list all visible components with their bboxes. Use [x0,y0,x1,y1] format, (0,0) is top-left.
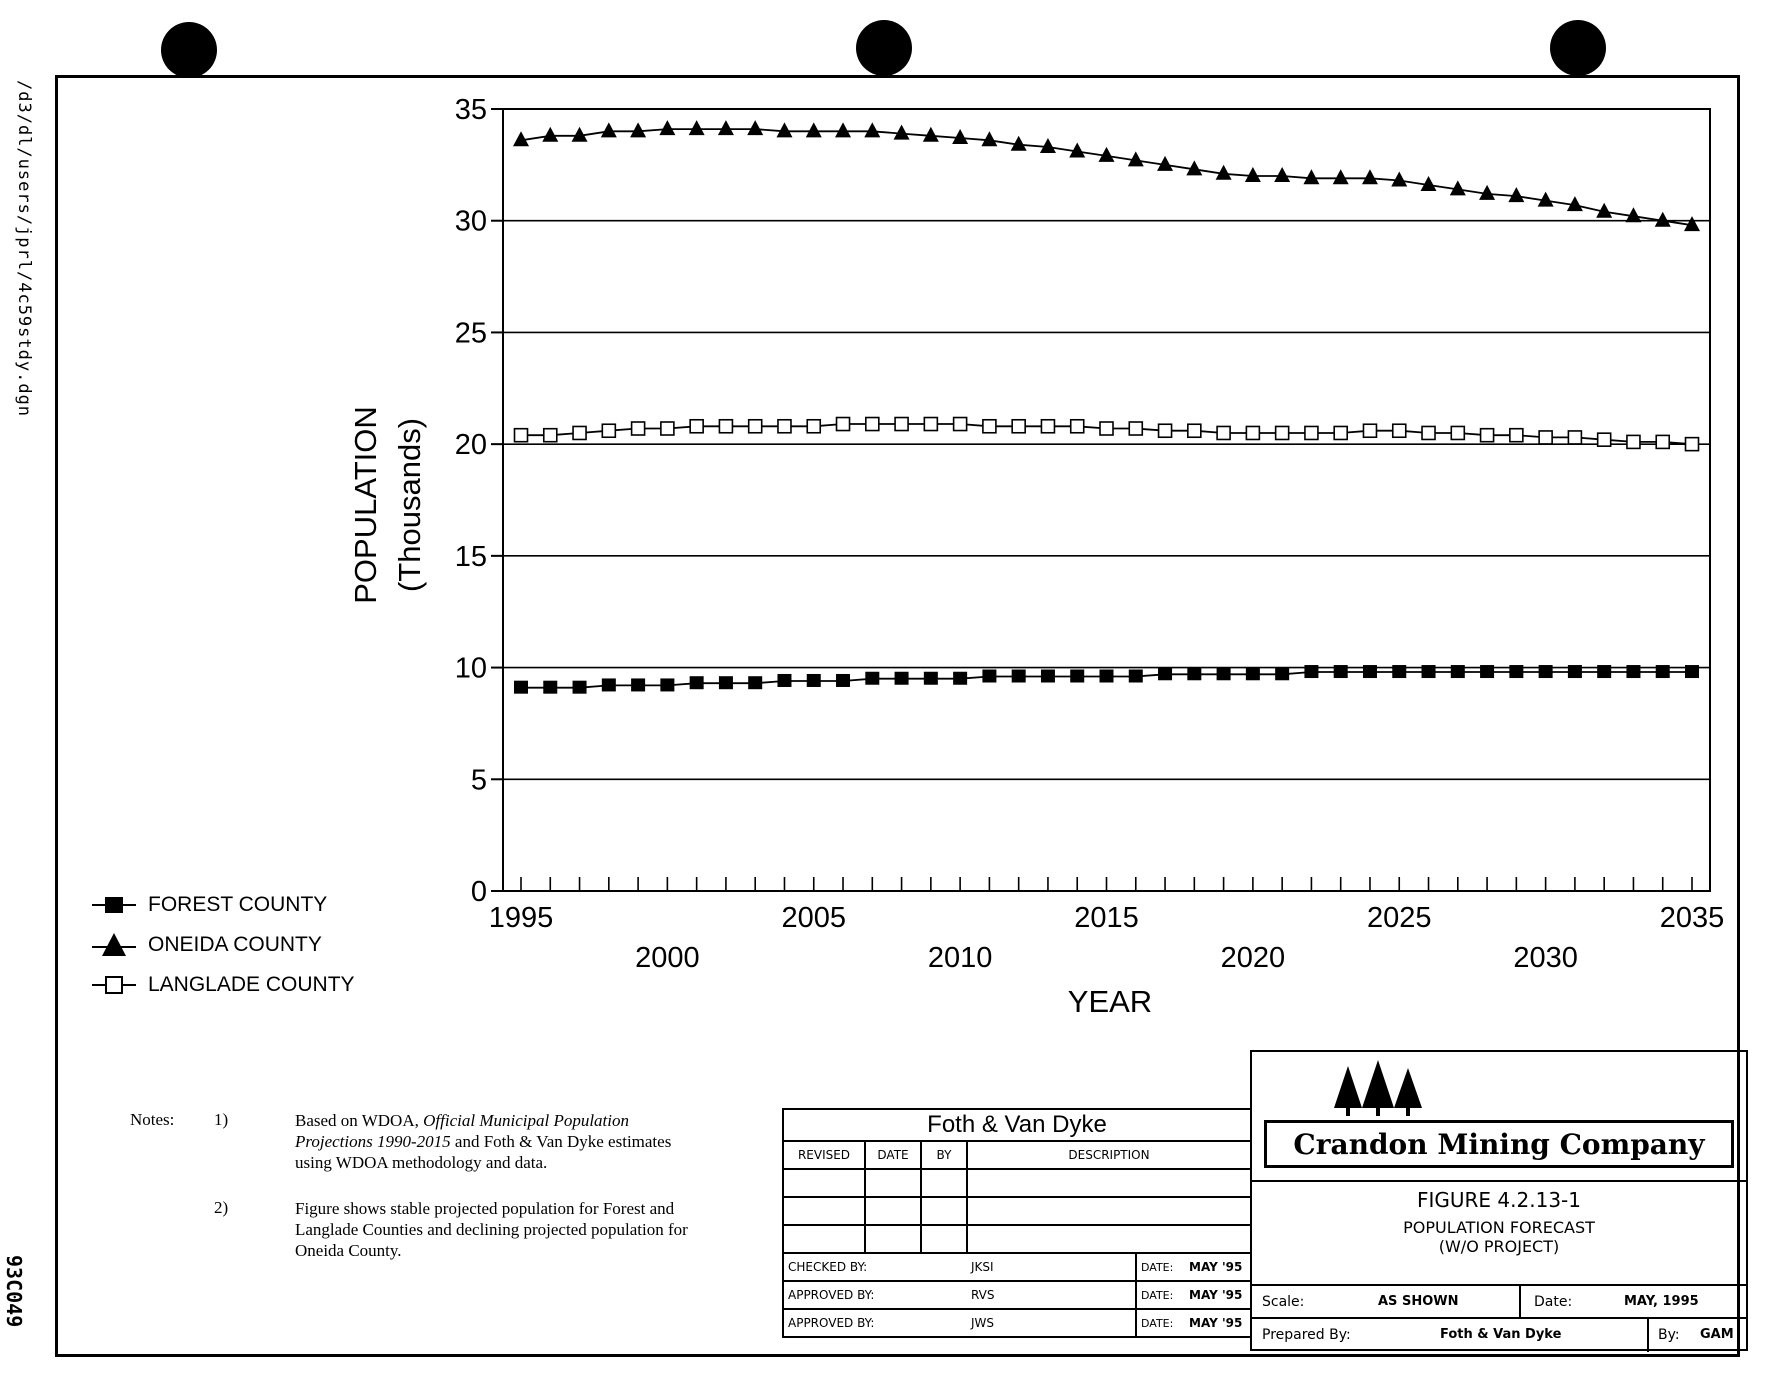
data-point [982,670,996,683]
signoff-initials: JWS [967,1309,1136,1337]
title-block [1250,1050,1748,1351]
notes-label: Notes: [130,1110,175,1129]
x-tick-label: 1995 [488,902,554,934]
rev-cell [783,1197,865,1225]
data-point [923,127,939,142]
legend-label: ONEIDA COUNTY [148,933,322,956]
data-point [1363,665,1377,678]
data-point [1305,426,1318,439]
data-point [1598,433,1611,446]
note-number: 2) [214,1198,229,1217]
data-point [1129,670,1143,683]
data-point [1041,670,1055,683]
data-point [573,426,586,439]
data-point [1626,665,1640,678]
legend-item-langlade [88,965,355,1005]
tree-logo-icon [1328,1058,1428,1118]
rev-cell [967,1197,1251,1225]
data-point [544,429,557,442]
data-point [689,120,705,135]
filled-square-marker-icon [88,890,140,920]
data-point [836,674,850,687]
data-point [1012,670,1026,683]
data-point [1568,665,1582,678]
data-point [1480,665,1494,678]
data-point [807,420,820,433]
data-point [953,672,967,685]
date-label: Date: [1534,1294,1573,1310]
data-point [1451,665,1465,678]
y-tick-label: 0 [470,876,487,908]
x-tick-label: 2035 [1659,902,1725,934]
data-point [1334,665,1348,678]
data-point [983,420,996,433]
data-point [1187,667,1201,680]
y-axis-sublabel: (Thousands) [392,417,427,593]
data-point [924,672,938,685]
data-point [515,429,528,442]
data-point [866,418,879,431]
signoff-role: APPROVED BY: [783,1281,967,1309]
data-point [748,676,762,689]
rev-header-revised: REVISED [783,1141,865,1169]
note-text [295,1110,695,1173]
y-tick-label: 5 [470,764,487,797]
data-point [1275,667,1289,680]
data-point [542,127,558,142]
signoff-role: APPROVED BY: [783,1309,967,1337]
data-point [1362,169,1378,184]
prepared-row [1252,1317,1746,1352]
prepared-value: Foth & Van Dyke [1440,1327,1562,1342]
data-point [1422,665,1436,678]
x-tick-label: 2030 [1513,942,1578,974]
y-tick-label: 15 [454,540,487,573]
x-tick-label: 2005 [781,902,847,934]
data-point [1246,667,1260,680]
data-point [1334,426,1347,439]
data-point [1217,426,1230,439]
rev-cell [865,1169,921,1197]
x-axis-label: YEAR [1067,984,1153,1019]
signoff-date: MAY '95 [1185,1253,1251,1281]
note-text [295,1198,695,1261]
x-tick-label: 2025 [1366,902,1432,934]
data-point [895,418,908,431]
data-point [1100,670,1114,683]
figure-title-line2: (W/O PROJECT) [1438,1237,1560,1256]
note-text-italic: Official Municipal Population Projections 1990-2015 [295,1111,629,1151]
note-text-part: Based on WDOA, [295,1111,424,1130]
data-point [776,122,792,137]
data-point [807,674,821,687]
legend [88,885,355,1005]
revision-block [782,1108,1252,1338]
legend-item-forest [88,885,355,925]
note-text-part: and Foth & Van Dyke estimates using WDOA methodology and data. [295,1132,672,1172]
data-point [690,676,704,689]
data-point [1276,426,1289,439]
data-point [1568,431,1581,444]
signoff-date: MAY '95 [1185,1309,1251,1337]
data-point [924,418,937,431]
data-point [1188,424,1201,437]
series-forest-county [514,665,1699,694]
data-point [981,131,997,146]
data-point [1070,670,1084,683]
data-point [1686,438,1699,451]
rev-header-date: DATE [865,1141,921,1169]
data-point [630,122,646,137]
data-point [895,672,909,685]
data-point [1392,665,1406,678]
data-point [1217,667,1231,680]
figure-number: FIGURE 4.2.13-1 [1417,1188,1581,1212]
data-point [1012,420,1025,433]
data-point [1393,424,1406,437]
data-point [894,125,910,140]
series-oneida-county [513,120,1700,231]
rev-cell [967,1225,1251,1253]
signoff-initials: RVS [967,1281,1136,1309]
data-point [1451,426,1464,439]
data-point [749,420,762,433]
file-path: /d3/dl/users/jprl/4c59stdy.dgn [14,80,34,418]
grid-lines [503,221,1710,780]
figure-title-line1: POPULATION FORECAST [1403,1218,1595,1237]
y-tick-label: 35 [454,94,487,126]
scale-value: AS SHOWN [1378,1294,1459,1309]
prepared-label: Prepared By: [1262,1327,1351,1343]
note-text-part: Figure shows stable projected population for Forest and Langlade Counties and declining projected population for Oneida County. [295,1199,688,1260]
note-number: 1) [214,1110,229,1129]
scale-date-row [1252,1284,1746,1319]
data-point [602,678,616,691]
data-point [1274,167,1290,182]
data-point [1159,424,1172,437]
scale-label: Scale: [1262,1294,1305,1310]
signoff-initials: JKSI [967,1253,1136,1281]
data-point [543,681,557,694]
data-point [660,678,674,691]
series-langlade-county [515,418,1699,451]
by-value: GAM [1700,1327,1734,1342]
data-point [514,681,528,694]
signoff-date-label: DATE: [1136,1281,1185,1309]
data-point [778,420,791,433]
document-number: 93C049 [2,1255,26,1328]
data-point [602,424,615,437]
data-point [659,120,675,135]
company-name: Crandon Mining Company [1264,1120,1734,1168]
data-point [573,681,587,694]
data-point [1245,167,1261,182]
series-line [521,129,1692,225]
y-axis-label: POPULATION [348,406,383,604]
data-point [1040,138,1056,153]
rev-cell [783,1169,865,1197]
x-tick-label: 2010 [927,942,993,974]
x-tick-label: 2000 [635,942,700,974]
rev-cell [921,1169,967,1197]
data-point [1539,665,1553,678]
divider [1252,1180,1746,1182]
date-value: MAY, 1995 [1624,1294,1699,1309]
data-point [1510,429,1523,442]
tick-layer [455,94,1725,974]
data-point [777,674,791,687]
rev-header-description: DESCRIPTION [967,1141,1251,1169]
figure-info [1252,1188,1746,1256]
signoff-role: CHECKED BY: [783,1253,967,1281]
signoff-date-label: DATE: [1136,1253,1185,1281]
signoff-date-label: DATE: [1136,1309,1185,1337]
data-point [719,676,733,689]
rev-cell [865,1197,921,1225]
data-point [865,672,879,685]
data-point [1303,169,1319,184]
divider [1647,1319,1649,1352]
signoff-date: MAY '95 [1185,1281,1251,1309]
rev-cell [783,1225,865,1253]
data-point [1333,169,1349,184]
open-square-marker-icon [88,970,140,1000]
data-point [1129,422,1142,435]
rev-cell [921,1225,967,1253]
data-point [1071,420,1084,433]
data-point [718,120,734,135]
data-point [631,678,645,691]
data-point [1508,187,1524,202]
filled-triangle-marker-icon [88,930,140,960]
data-point [835,122,851,137]
data-point [952,129,968,144]
series-layer [513,120,1700,694]
data-point [1597,665,1611,678]
y-tick-label: 30 [454,205,487,238]
firm-name: Foth & Van Dyke [783,1109,1251,1141]
data-point [690,420,703,433]
y-tick-label: 25 [454,317,487,350]
data-point [719,420,732,433]
rev-cell [967,1169,1251,1197]
data-point [837,418,850,431]
data-point [1041,420,1054,433]
data-point [954,418,967,431]
rev-header-by: BY [921,1141,967,1169]
divider [1519,1286,1521,1319]
data-point [1481,429,1494,442]
data-point [747,120,763,135]
x-tick-label: 2020 [1220,942,1286,974]
data-point [1656,665,1670,678]
data-point [1422,426,1435,439]
data-point [864,122,880,137]
rev-cell [921,1197,967,1225]
rev-cell [865,1225,921,1253]
x-tick-label: 2015 [1074,902,1139,934]
data-point [806,122,822,137]
plot-frame [503,109,1710,891]
y-tick-label: 20 [454,429,487,462]
data-point [661,422,674,435]
by-label: By: [1658,1327,1680,1343]
data-point [1685,665,1699,678]
data-point [1627,435,1640,448]
legend-item-oneida [88,925,355,965]
data-point [1509,665,1523,678]
data-point [1100,422,1113,435]
data-point [1304,665,1318,678]
data-point [1246,426,1259,439]
legend-label: LANGLADE COUNTY [148,973,355,996]
data-point [632,422,645,435]
legend-label: FOREST COUNTY [148,893,328,916]
data-point [601,122,617,137]
data-point [1391,171,1407,186]
data-point [1656,435,1669,448]
data-point [1539,431,1552,444]
y-tick-label: 10 [454,652,487,685]
data-point [1363,424,1376,437]
data-point [1158,667,1172,680]
